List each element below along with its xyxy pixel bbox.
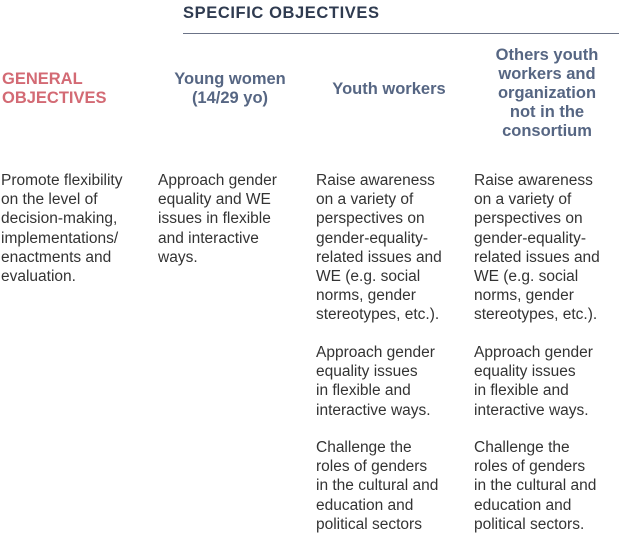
general-objective-text: Promote flexibility on the level of decision-making, implementations/ enactments and evaluation. bbox=[1, 172, 123, 286]
specific-objectives-divider bbox=[183, 33, 619, 34]
young-women-objective-text: Approach gender equality and WE issues in flexible and interactive ways. bbox=[158, 172, 277, 266]
youth-workers-objective-3: Challenge the roles of genders in the cultural and education and political sectors bbox=[316, 439, 439, 533]
column-header-young-women: Young women (14/29 yo) bbox=[174, 70, 286, 107]
others-objective-3: Challenge the roles of genders in the cultural and education and political sectors. bbox=[474, 439, 597, 533]
others-objective-1: Raise awareness on a variety of perspectives on gender-equality- related issues and WE (e.g. social norms, gender stereotypes, etc.). bbox=[474, 172, 600, 324]
others-objective-2: Approach gender equality issues in flexible and interactive ways. bbox=[474, 344, 593, 419]
column-header-youth-workers: Youth workers bbox=[332, 80, 446, 98]
specific-objectives-title: SPECIFIC OBJECTIVES bbox=[183, 4, 380, 22]
youth-workers-objective-1: Raise awareness on a variety of perspectives on gender-equality- related issues and WE (e.g. social norms, gender stereotypes, etc.). bbox=[316, 172, 442, 324]
youth-workers-objective-2: Approach gender equality issues in flexible and interactive ways. bbox=[316, 344, 435, 419]
general-objectives-header: GENERAL OBJECTIVES bbox=[2, 70, 107, 107]
column-header-others-youth: Others youth workers and organization not in the consortium bbox=[495, 46, 599, 140]
